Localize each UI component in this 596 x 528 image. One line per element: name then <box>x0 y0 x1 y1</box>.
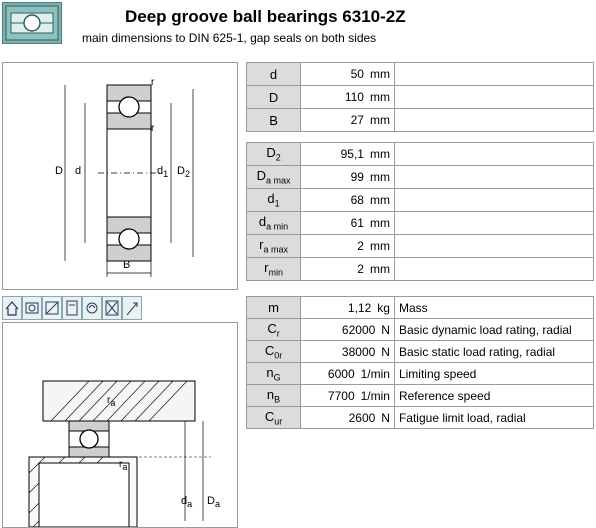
help-button[interactable] <box>122 296 142 320</box>
print-icon <box>103 297 121 319</box>
parameter-description: Fatigue limit load, radial <box>394 407 593 429</box>
radius-r-inner-label: r <box>151 123 155 134</box>
symbol-text: D <box>268 89 279 105</box>
parameter-description: Basic dynamic load rating, radial <box>394 319 593 341</box>
parameter-symbol <box>247 189 301 212</box>
symbol-text: D <box>266 145 276 161</box>
symbol-subscript: a max <box>265 175 291 186</box>
bearing-view-icon <box>23 297 41 319</box>
bearing-view-button[interactable] <box>22 296 42 320</box>
unit-text: N <box>381 410 390 425</box>
unit-text: mm <box>369 262 390 276</box>
table-row <box>247 407 594 429</box>
symbol-subscript: a min <box>266 221 289 232</box>
value-text: 99 <box>350 170 364 184</box>
symbol-subscript: ur <box>274 416 283 427</box>
value-text: 38000 <box>341 344 376 359</box>
symbol-text: B <box>269 112 278 128</box>
parameter-symbol <box>247 258 301 281</box>
radius-r-top-label: r <box>151 77 155 88</box>
parameter-description <box>394 143 593 166</box>
unit-text: mm <box>369 113 390 127</box>
parameter-value <box>301 319 395 341</box>
section-view-button[interactable] <box>42 296 62 320</box>
table-row <box>247 166 594 189</box>
parameter-description: Basic static load rating, radial <box>394 341 593 363</box>
value-text: 6000 <box>327 366 355 381</box>
symbol-text: d <box>269 66 278 82</box>
unit-text: N <box>381 322 390 337</box>
parameter-description <box>394 166 593 189</box>
value-text: 110 <box>344 90 364 104</box>
table-row <box>247 297 594 319</box>
parameter-symbol <box>247 407 301 429</box>
print-button[interactable] <box>102 296 122 320</box>
value-text: 95,1 <box>340 147 364 161</box>
parameter-description <box>394 258 593 281</box>
table-row <box>247 319 594 341</box>
page-title: Deep groove ball bearings 6310-2Z <box>125 7 406 26</box>
parameter-value <box>301 166 395 189</box>
symbol-text: n <box>266 386 275 402</box>
bearing-section-drawing <box>2 62 238 290</box>
parameter-symbol <box>247 235 301 258</box>
parameter-value <box>301 385 395 407</box>
mounting-dimensions-drawing <box>2 322 238 528</box>
value-text: 2600 <box>348 410 376 425</box>
table-row <box>247 235 594 258</box>
value-text: 62000 <box>341 322 376 337</box>
parameter-description <box>394 63 593 86</box>
symbol-text: C <box>267 320 277 336</box>
parameter-value <box>301 341 395 363</box>
parameter-symbol <box>247 212 301 235</box>
calculator-icon <box>63 297 81 319</box>
unit-text: 1/min <box>360 366 390 381</box>
symbol-text: D <box>256 168 266 184</box>
parameter-value <box>301 235 395 258</box>
table-row <box>247 86 594 109</box>
parameter-value <box>301 63 395 86</box>
unit-text: mm <box>369 193 390 207</box>
symbol-text: C <box>264 342 275 358</box>
unit-text: N <box>381 344 390 359</box>
catalog-button[interactable] <box>82 296 102 320</box>
symbol-subscript: a max <box>263 244 288 255</box>
symbol-text: n <box>266 364 274 380</box>
parameter-symbol <box>247 143 301 166</box>
table-row <box>247 385 594 407</box>
parameter-value <box>301 109 395 132</box>
value-text: 27 <box>350 113 364 127</box>
dim-d1-label: $d_1$ <box>157 165 169 180</box>
table-row <box>247 341 594 363</box>
dim-d-label: d <box>75 165 82 177</box>
symbol-subscript: 2 <box>275 152 281 163</box>
table-row <box>247 63 594 86</box>
value-text: 1,12 <box>347 300 372 315</box>
parameter-value <box>301 143 395 166</box>
dim-da-label: $d_a$ <box>181 495 193 510</box>
symbol-text: r <box>264 260 269 276</box>
symbol-subscript: 0r <box>274 350 283 361</box>
radius-ra-top-label: $r_a$ <box>107 395 116 408</box>
value-text: 2 <box>357 262 364 276</box>
parameter-description <box>394 189 593 212</box>
radius-ra-bottom-label: $r_a$ <box>119 459 128 472</box>
table-row <box>247 109 594 132</box>
parameter-description <box>394 109 593 132</box>
dim-Da-label: $D_a$ <box>207 495 220 510</box>
toolbar <box>2 296 148 320</box>
table-row <box>247 212 594 235</box>
symbol-subscript: min <box>268 267 283 278</box>
symbol-subscript: r <box>276 328 280 339</box>
parameter-value <box>301 86 395 109</box>
performance-data-table <box>246 296 594 429</box>
parameter-symbol <box>247 63 301 86</box>
parameter-symbol <box>247 319 301 341</box>
parameter-value <box>301 363 395 385</box>
parameter-description <box>394 235 593 258</box>
parameter-symbol <box>247 385 301 407</box>
bearing-logo-icon <box>2 2 62 44</box>
page-subtitle: main dimensions to DIN 625-1, gap seals on both sides <box>82 31 377 45</box>
symbol-text: d <box>258 214 267 230</box>
main-dimensions-table <box>246 62 594 132</box>
parameter-value <box>301 258 395 281</box>
parameter-symbol <box>247 86 301 109</box>
parameter-description <box>394 212 593 235</box>
unit-text: mm <box>369 170 390 184</box>
unit-text: kg <box>377 300 390 315</box>
symbol-subscript: 1 <box>274 198 280 209</box>
table-row <box>247 189 594 212</box>
parameter-symbol <box>247 341 301 363</box>
dim-D-label: D <box>55 165 63 177</box>
parameter-symbol <box>247 109 301 132</box>
value-text: 50 <box>350 67 364 81</box>
parameter-value <box>301 297 395 319</box>
parameter-value <box>301 189 395 212</box>
parameter-symbol <box>247 297 301 319</box>
dim-D2-label: $D_2$ <box>177 165 190 180</box>
parameter-description: Mass <box>394 297 593 319</box>
parameter-symbol <box>247 166 301 189</box>
value-text: 2 <box>357 239 364 253</box>
table-row <box>247 143 594 166</box>
symbol-subscript: G <box>273 372 281 383</box>
home-icon <box>3 297 21 319</box>
table-row <box>247 258 594 281</box>
table-row <box>247 363 594 385</box>
unit-text: mm <box>369 90 390 104</box>
parameter-symbol <box>247 363 301 385</box>
section-view-icon <box>43 297 61 319</box>
parameter-description <box>394 86 593 109</box>
dim-B-label: B <box>123 259 131 271</box>
unit-text: mm <box>369 147 390 161</box>
parameter-value <box>301 212 395 235</box>
unit-text: 1/min <box>360 388 390 403</box>
parameter-value <box>301 407 395 429</box>
symbol-text: C <box>264 408 275 424</box>
unit-text: mm <box>369 67 390 81</box>
home-button[interactable] <box>2 296 22 320</box>
help-icon <box>123 297 141 319</box>
parameter-description: Reference speed <box>394 385 593 407</box>
symbol-text: r <box>259 237 264 253</box>
unit-text: mm <box>369 216 390 230</box>
value-text: 68 <box>350 193 364 207</box>
unit-text: mm <box>369 239 390 253</box>
symbol-subscript: B <box>274 394 281 405</box>
parameter-description: Limiting speed <box>394 363 593 385</box>
catalog-icon <box>83 297 101 319</box>
value-text: 7700 <box>327 388 355 403</box>
value-text: 61 <box>350 216 364 230</box>
abutment-dimensions-table <box>246 142 594 281</box>
calculator-button[interactable] <box>62 296 82 320</box>
symbol-text: m <box>268 300 279 315</box>
symbol-text: d <box>267 191 275 207</box>
